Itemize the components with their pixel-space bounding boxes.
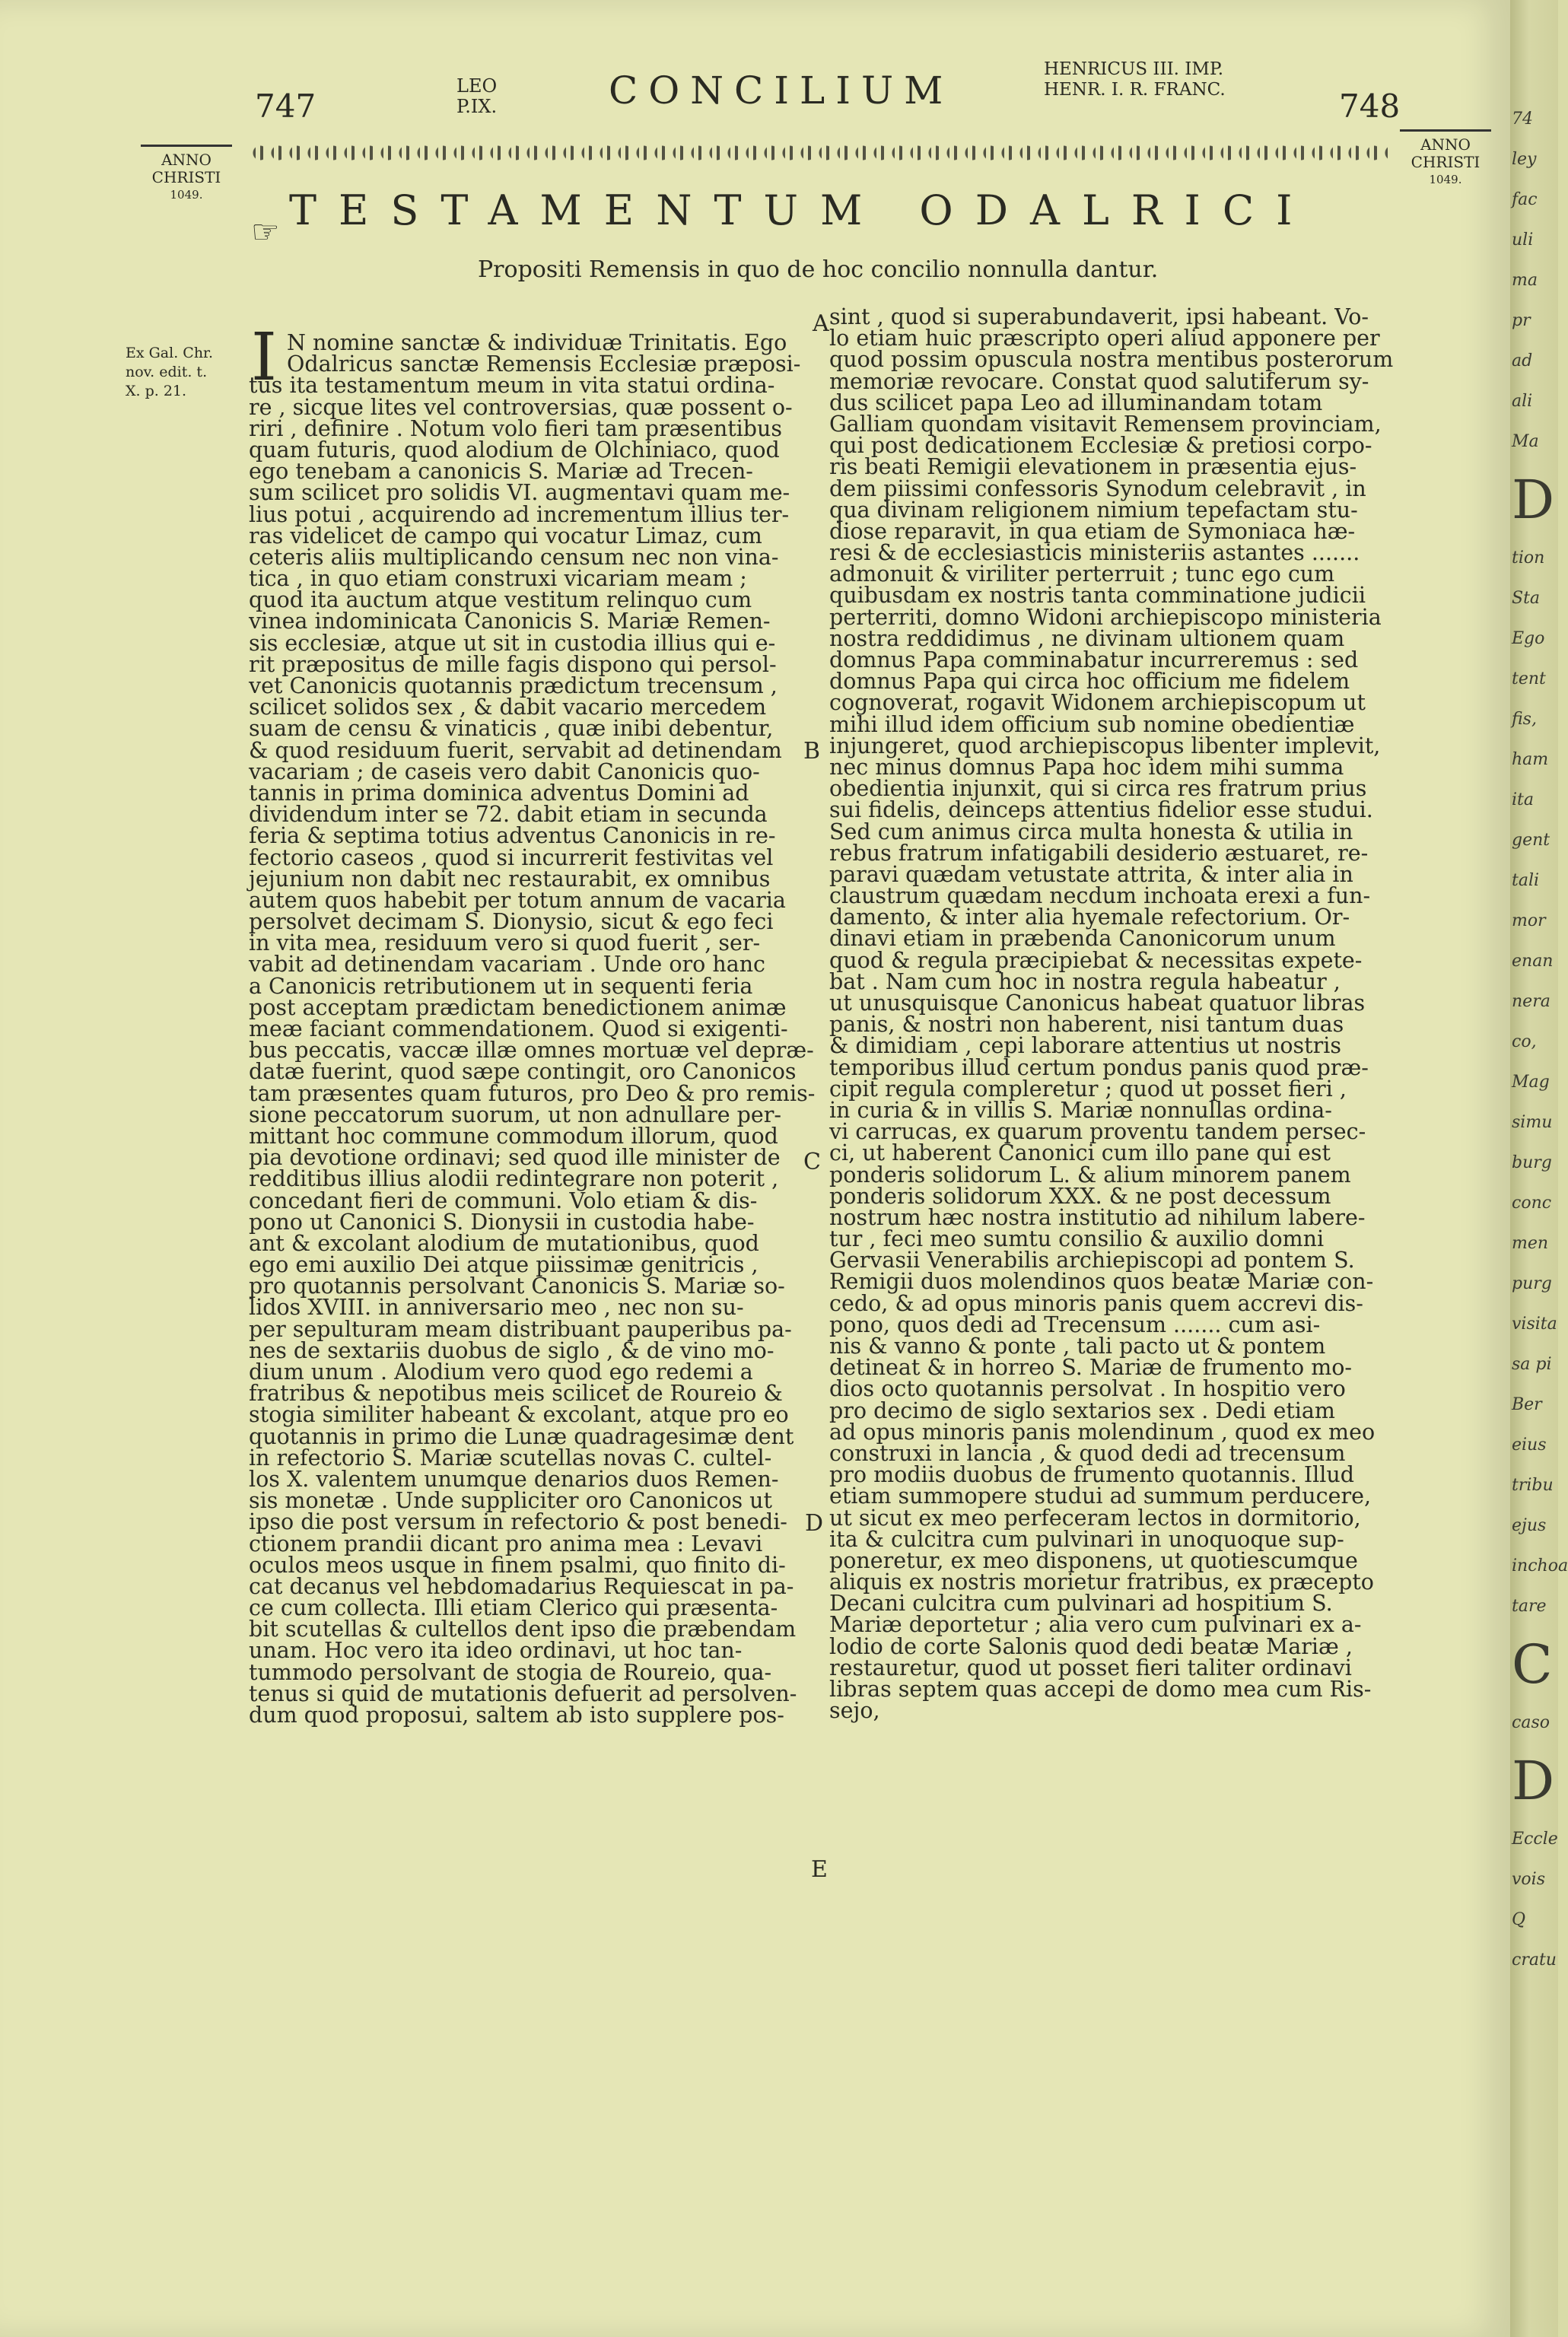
text-line: paravi quædam vetustate attrita, & inter alia in	[829, 861, 1353, 887]
text-line: qua divinam religionem nimium tepefactam stu-	[829, 497, 1358, 523]
text-line: tur , feci meo sumtu consilio & auxilio domni	[829, 1226, 1325, 1252]
text-line: datæ fuerint, quod sæpe contingit, oro Canonicos	[249, 1059, 797, 1085]
text-line: bat . Nam cum hoc in nostra regula habeatur ,	[829, 968, 1341, 994]
text-line: in curia & in villis S. Mariæ nonnullas ordina-	[829, 1097, 1332, 1123]
text-line: tummodo persolvant de stogia de Roureio, qua-	[249, 1659, 772, 1685]
text-line: vi carrucas, ex quarum proventu tandem persec-	[829, 1119, 1366, 1145]
edge-fragment: D	[1512, 469, 1555, 531]
edge-fragment: eius	[1512, 1436, 1547, 1455]
edge-fragment: C	[1512, 1633, 1553, 1696]
text-line: tica , in quo etiam construxi vicariam meam ;	[249, 566, 747, 592]
text-line: detineat & in horreo S. Mariæ de frumento mo-	[829, 1355, 1353, 1381]
text-line: Sed cum animus circa multa honesta & utilia in	[829, 819, 1353, 844]
anno-christi-left	[141, 145, 232, 204]
source-citation	[126, 344, 232, 401]
text-line: nec minus domnus Papa hoc idem mihi summa	[829, 754, 1344, 780]
text-line: pro decimo de siglo sextarios sex . Dedi etiam	[829, 1397, 1335, 1423]
text-line: Gervasii Venerabilis archiepiscopi ad pontem S.	[829, 1248, 1355, 1273]
section-marker-d: D	[805, 1510, 824, 1537]
text-line: stogia similiter habeant & excolant, atque pro eo	[249, 1402, 789, 1428]
text-line: lidos XVIII. in anniversario meo , nec non su-	[249, 1295, 744, 1321]
edge-fragment: co,	[1512, 1032, 1537, 1051]
text-line: dium unum . Alodium vero quod ego redemi a	[249, 1359, 753, 1385]
text-line: Decani culcitra cum pulvinari ad hospitium S.	[829, 1591, 1333, 1617]
citation-line: nov. edit. t.	[126, 364, 208, 380]
text-line: damento, & inter alia hyemale refectorium. Or-	[829, 905, 1350, 930]
anno-label: ANNO	[161, 151, 212, 169]
edge-fragment: ali	[1512, 392, 1533, 411]
edge-fragment: tare	[1512, 1597, 1547, 1616]
text-line: ras videlicet de campo qui vocatur Limaz, cum	[249, 523, 762, 548]
text-line: sis monetæ . Unde suppliciter oro Canonicos ut	[249, 1488, 772, 1514]
edge-fragment: simu	[1512, 1113, 1553, 1132]
text-line: sis ecclesiæ, atque ut sit in custodia illius qui e-	[249, 630, 776, 656]
text-line: quod & regula præcipiebat & necessitas expete-	[829, 947, 1363, 973]
text-line: cat decanus vel hebdomadarius Requiescat in pa-	[249, 1573, 794, 1599]
text-line: dem piissimi confessoris Synodum celebravit , in	[829, 475, 1366, 501]
anno-year: 1049.	[170, 188, 203, 202]
text-line: lodio de corte Salonis quod dedi beatæ Mariæ ,	[829, 1633, 1353, 1659]
text-line: resi & de ecclesiasticis ministeriis astantes .......	[829, 540, 1360, 566]
edge-fragment: tribu	[1512, 1476, 1554, 1495]
text-line: autem quos habebit per totum annum de vacaria	[249, 887, 786, 913]
running-title: CONCILIUM	[609, 68, 954, 113]
text-line: ponderis solidorum XXX. & ne post decessum	[829, 1183, 1331, 1209]
edge-fragment: Q	[1512, 1910, 1526, 1929]
edge-fragment: uli	[1512, 231, 1534, 250]
anno-christi-right	[1400, 129, 1491, 189]
edge-fragment: tali	[1512, 871, 1540, 890]
text-line: per sepulturam meam distribuant pauperibus pa-	[249, 1316, 792, 1342]
text-line: sione peccatorum suorum, ut non adnullare per-	[249, 1102, 782, 1127]
text-line: ant & excolant alodium de mutationibus, quod	[249, 1230, 759, 1256]
text-line: bus peccatis, vaccæ illæ omnes mortuæ vel depræ-	[249, 1038, 814, 1064]
text-line: cipit regula compleretur ; quod ut posset fieri ,	[829, 1076, 1347, 1102]
text-line: temporibus illud certum pondus panis quod præ-	[829, 1054, 1369, 1080]
edge-fragment: tion	[1512, 548, 1545, 568]
text-line: claustrum quædam necdum inchoata erexi a fun-	[829, 883, 1371, 909]
text-line: unam. Hoc vero ita ideo ordinavi, ut hoc tan-	[249, 1638, 743, 1664]
text-line: cognoverat, rogavit Widonem archiepiscopum ut	[829, 690, 1366, 716]
edge-fragment: D	[1512, 1750, 1555, 1812]
text-line: in refectorio S. Mariæ scutellas novas C. cultel-	[249, 1445, 772, 1471]
text-line: ce cum collecta. Illi etiam Clerico qui præsenta-	[249, 1595, 778, 1621]
emperor-line-1: HENRICUS III. IMP.	[1044, 59, 1224, 79]
section-marker-a: A	[813, 310, 829, 337]
edge-fragment: ad	[1512, 351, 1533, 370]
text-line: etiam summopere studui ad summum perducere,	[829, 1483, 1372, 1509]
text-line: restauretur, quod ut posset fieri taliter ordinavi	[829, 1655, 1352, 1680]
adjacent-page-text	[1512, 99, 1568, 1980]
text-line: dinavi etiam in præbenda Canonicorum unum	[829, 926, 1336, 952]
text-line: nostrum hæc nostra institutio ad nihilum labere-	[829, 1204, 1366, 1230]
edge-fragment: nera	[1512, 992, 1551, 1011]
text-line: dios octo quotannis persolvat . In hospitio vero	[829, 1376, 1346, 1402]
text-line: dividendum inter se 72. dabit etiam in secunda	[249, 802, 768, 828]
text-line: domnus Papa comminabatur incurreremus : sed	[829, 647, 1359, 672]
text-line: vet Canonicis quotannis prædictum trecensum ,	[249, 673, 778, 698]
adjacent-page-edge	[1510, 0, 1568, 2337]
citation-line: Ex Gal. Chr.	[126, 345, 214, 361]
text-line: re , sicque lites vel controversias, quæ possent o-	[249, 394, 793, 420]
emperor-heading	[1044, 59, 1226, 100]
edge-fragment: pr	[1512, 311, 1531, 330]
text-line: & dimidiam , cepi laborare attentius ut nostris	[829, 1033, 1341, 1059]
text-line: ut sicut ex meo perfeceram lectos in dormitorio,	[829, 1505, 1361, 1531]
text-line: & quod residuum fuerit, servabit ad detinendam	[249, 737, 782, 763]
text-line: ponderis solidorum L. & alium minorem panem	[829, 1162, 1351, 1188]
text-line: N nomine sanctæ & individuæ Trinitatis. Ego	[287, 330, 787, 355]
christi-label: CHRISTI	[151, 168, 221, 186]
edge-fragment: caso	[1512, 1713, 1550, 1732]
section-marker-e: E	[811, 1856, 828, 1883]
text-line: cedo, & ad opus minoris panis quem accrevi dis-	[829, 1290, 1363, 1316]
text-line: sum scilicet pro solidis VI. augmentavi quam me-	[249, 480, 790, 506]
text-line: vabit ad detinendam vacariam . Unde oro hanc	[249, 952, 766, 978]
edge-fragment: men	[1512, 1234, 1549, 1253]
pope-number: P.IX.	[456, 96, 498, 117]
edge-fragment: ley	[1512, 150, 1537, 169]
edge-fragment: cratu	[1512, 1951, 1557, 1970]
edge-fragment: sa pi	[1512, 1355, 1552, 1374]
text-line: nostra reddidimus , ne divinam ultionem quam	[829, 625, 1345, 651]
text-line: memoriæ revocare. Constat quod salutiferum sy-	[829, 368, 1369, 394]
edge-fragment: ita	[1512, 790, 1534, 809]
text-line: tam præsentes quam futuros, pro Deo & pro remis-	[249, 1080, 816, 1106]
anno-year: 1049.	[1429, 173, 1462, 186]
text-line: tus ita testamentum meum in vita statui ordina-	[249, 373, 775, 399]
text-line: panis, & nostri non haberent, nisi tantum duas	[829, 1012, 1344, 1038]
text-line: ceteris aliis multiplicando censum nec non vina-	[249, 544, 779, 570]
text-line: dus scilicet papa Leo ad illuminandam totam	[829, 390, 1323, 415]
text-line: ita & culcitra cum pulvinari in unoquoque sup-	[829, 1526, 1344, 1552]
text-line: redditibus illius alodii redintegrare non poterit ,	[249, 1166, 779, 1192]
text-line: bit scutellas & cultellos dent ipso die præbendam	[249, 1617, 797, 1642]
text-line: ad opus minoris panis molendinum , quod ex meo	[829, 1419, 1376, 1445]
edge-fragment: ham	[1512, 750, 1549, 769]
christi-label: CHRISTI	[1411, 153, 1481, 171]
text-line: quod possim opuscula nostra mentibus posterorum	[829, 347, 1394, 373]
text-line: ris beati Remigii elevationem in præsentia ejus-	[829, 454, 1357, 480]
text-line: vacariam ; de caseis vero dabit Canonicis quo-	[249, 758, 760, 784]
text-line: Odalricus sanctæ Remensis Ecclesiæ præposi-	[287, 351, 801, 377]
text-line: Galliam quondam visitavit Remensem provinciam,	[829, 411, 1382, 437]
text-line: ego emi auxilio Dei atque piissimæ genitricis ,	[249, 1252, 759, 1278]
text-line: oculos meos usque in finem psalmi, quo finito di-	[249, 1552, 786, 1578]
text-line: qui post dedicationem Ecclesiæ & pretiosi corpo-	[829, 433, 1372, 459]
text-line: rebus fratrum infatigabili desiderio æstuaret, re-	[829, 840, 1369, 866]
text-line: pro quotannis persolvant Canonicis S. Mariæ so-	[249, 1273, 785, 1299]
text-line: ctionem prandii dicant pro anima mea : Levavi	[249, 1531, 763, 1556]
text-line: aliquis ex nostris morietur fratribus, ex præcepto	[829, 1569, 1374, 1595]
section-marker-c: C	[803, 1149, 821, 1175]
text-line: quotannis in primo die Lunæ quadragesimæ dent	[249, 1423, 794, 1449]
edge-fragment: ma	[1512, 271, 1538, 290]
text-line: vinea indominicata Canonicis S. Mariæ Remen-	[249, 609, 771, 634]
edge-fragment: Ber	[1512, 1395, 1542, 1414]
text-line: lo etiam huic præscripto operi aliud apponere per	[829, 326, 1380, 351]
text-line: pro modiis duobus de frumento quotannis. Illud	[829, 1462, 1354, 1488]
edge-fragment: enan	[1512, 952, 1554, 971]
text-line: quod ita auctum atque vestitum relinquo cum	[249, 587, 752, 613]
text-line: tenus si quid de mutationis defuerit ad persolven-	[249, 1680, 797, 1706]
left-text-column	[249, 330, 816, 1728]
text-line: ci, ut haberent Canonici cum illo pane qui est	[829, 1140, 1331, 1166]
text-line: post acceptam prædictam benedictionem animæ	[249, 994, 787, 1020]
edge-fragment: Ma	[1512, 432, 1539, 451]
text-line: tannis in prima dominica adventus Domini ad	[249, 780, 749, 806]
pope-heading	[456, 76, 497, 117]
text-line: perterriti, domno Widoni archiepiscopo ministeria	[829, 604, 1382, 630]
edge-fragment: conc	[1512, 1194, 1552, 1213]
text-line: pono ut Canonici S. Dionysii in custodia habe-	[249, 1209, 755, 1235]
text-line: mittant hoc commune commodum illorum, quod	[249, 1123, 778, 1149]
text-line: nis & vanno & ponte , tali pacto ut & pontem	[829, 1334, 1326, 1359]
edge-fragment: vois	[1512, 1870, 1545, 1889]
text-line: sejo,	[829, 1698, 880, 1724]
edge-fragment: Ego	[1512, 629, 1545, 648]
text-line: libras septem quas accepi de domo mea cum Ris-	[829, 1677, 1372, 1702]
text-line: fectorio caseos , quod si incurrerit festivitas vel	[249, 844, 774, 870]
section-marker-b: B	[803, 738, 821, 765]
emperor-line-2: HENR. I. R. FRANC.	[1044, 80, 1226, 100]
citation-line: X. p. 21.	[126, 383, 187, 399]
text-line: quibusdam ex nostris tanta comminatione judicii	[829, 583, 1366, 609]
right-text-column	[829, 304, 1396, 1724]
edge-fragment: Eccle	[1512, 1830, 1558, 1849]
edge-fragment: purg	[1512, 1274, 1552, 1293]
document-title: TESTAMENTUM ODALRICI	[289, 186, 1315, 234]
edge-fragment: gent	[1512, 831, 1551, 850]
edge-fragment: ejus	[1512, 1516, 1547, 1535]
text-line: injungeret, quod archiepiscopus libenter implevit,	[829, 733, 1381, 758]
edge-fragment: mor	[1512, 911, 1546, 930]
text-line: suam de censu & vinaticis , quæ inibi debentur,	[249, 716, 774, 742]
pope-name: LEO	[456, 75, 498, 97]
text-line: jejunium non dabit nec restaurabit, ex omnibus	[249, 866, 771, 892]
text-line: a Canonicis retributionem ut in sequenti feria	[249, 973, 753, 999]
drop-cap: I	[251, 320, 277, 396]
text-line: poneretur, ex meo disponens, ut quotiescumque	[829, 1547, 1358, 1573]
text-line: ipso die post versum in refectorio & post benedi-	[249, 1509, 787, 1535]
edge-fragment: burg	[1512, 1153, 1552, 1172]
text-line: concedant fieri de communi. Volo etiam & dis-	[249, 1188, 758, 1213]
pointing-hand-icon: ☞	[251, 213, 280, 250]
text-line: obedientia injunxit, qui si circa res fratrum prius	[829, 776, 1367, 802]
edge-fragment: tent	[1512, 669, 1546, 688]
text-line: pono, quos dedi ad Trecensum ....... cum asi-	[829, 1312, 1321, 1337]
edge-fragment: inchoa	[1512, 1556, 1568, 1575]
text-line: lius potui , acquirendo ad incrementum illius ter-	[249, 501, 790, 527]
text-line: sint , quod si superabundaverit, ipsi habeant. Vo-	[829, 304, 1369, 329]
text-line: nes de sextariis duobus de siglo , & de vino mo-	[249, 1337, 774, 1363]
text-line: domnus Papa qui circa hoc officium me fidelem	[829, 669, 1350, 695]
anno-label: ANNO	[1420, 135, 1471, 154]
text-line: meæ faciant commendationem. Quod si exigenti-	[249, 1016, 788, 1041]
edge-fragment: Sta	[1512, 589, 1541, 608]
text-line: ego tenebam a canonicis S. Mariæ ad Trecen-	[249, 459, 753, 485]
edge-fragment: fis,	[1512, 710, 1537, 729]
page-number-left: 747	[255, 87, 316, 125]
text-line: fratribus & nepotibus meis scilicet de Roureio &	[249, 1381, 783, 1407]
text-line: Remigii duos molendinos quos beatæ Mariæ con-	[829, 1269, 1374, 1295]
text-line: pia devotione ordinavi; sed quod ille minister de	[249, 1145, 781, 1171]
text-line: diose reparavit, in qua etiam de Symoniaca hæ-	[829, 518, 1356, 544]
text-line: persolvet decimam S. Dionysio, sicut & ego feci	[249, 909, 774, 935]
text-line: construxi in lancia , & quod dedi ad trecensum	[829, 1440, 1346, 1466]
text-line: Mariæ deportetur ; alia vero cum pulvinari ex a-	[829, 1612, 1362, 1638]
document-subtitle: Propositi Remensis in quo de hoc concilio nonnulla dantur.	[478, 256, 1159, 283]
edge-fragment: Mag	[1512, 1073, 1550, 1092]
edge-fragment: visita	[1512, 1315, 1557, 1334]
text-line: in vita mea, residuum vero si quod fuerit , ser-	[249, 930, 761, 956]
text-line: rit præpositus de mille fagis dispono qui persol-	[249, 651, 777, 677]
text-line: admonuit & viriliter perterruit ; tunc ego cum	[829, 561, 1335, 587]
text-line: ut unusquisque Canonicus habeat quatuor libras	[829, 990, 1366, 1016]
text-line: sui fidelis, deinceps attentius fidelior esse studui.	[829, 797, 1373, 823]
edge-fragment: 74	[1512, 110, 1533, 129]
text-line: riri , definire . Notum volo fieri tam præsentibus	[249, 415, 782, 441]
text-line: feria & septima totius adventus Canonicis in re-	[249, 823, 776, 849]
text-line: quam futuris, quod alodium de Olchiniaco, quod	[249, 437, 780, 463]
page-number-right: 748	[1339, 87, 1401, 125]
text-line: dum quod proposui, saltem ab isto supplere pos-	[249, 1703, 784, 1728]
text-line: scilicet solidos sex , & dabit vacario mercedem	[249, 695, 767, 720]
edge-fragment: fac	[1512, 190, 1538, 209]
text-line: mihi illud idem officium sub nomine obedientiæ	[829, 711, 1355, 737]
text-line: los X. valentem unumque denarios duos Remen-	[249, 1466, 779, 1492]
ornamental-border	[251, 141, 1392, 164]
